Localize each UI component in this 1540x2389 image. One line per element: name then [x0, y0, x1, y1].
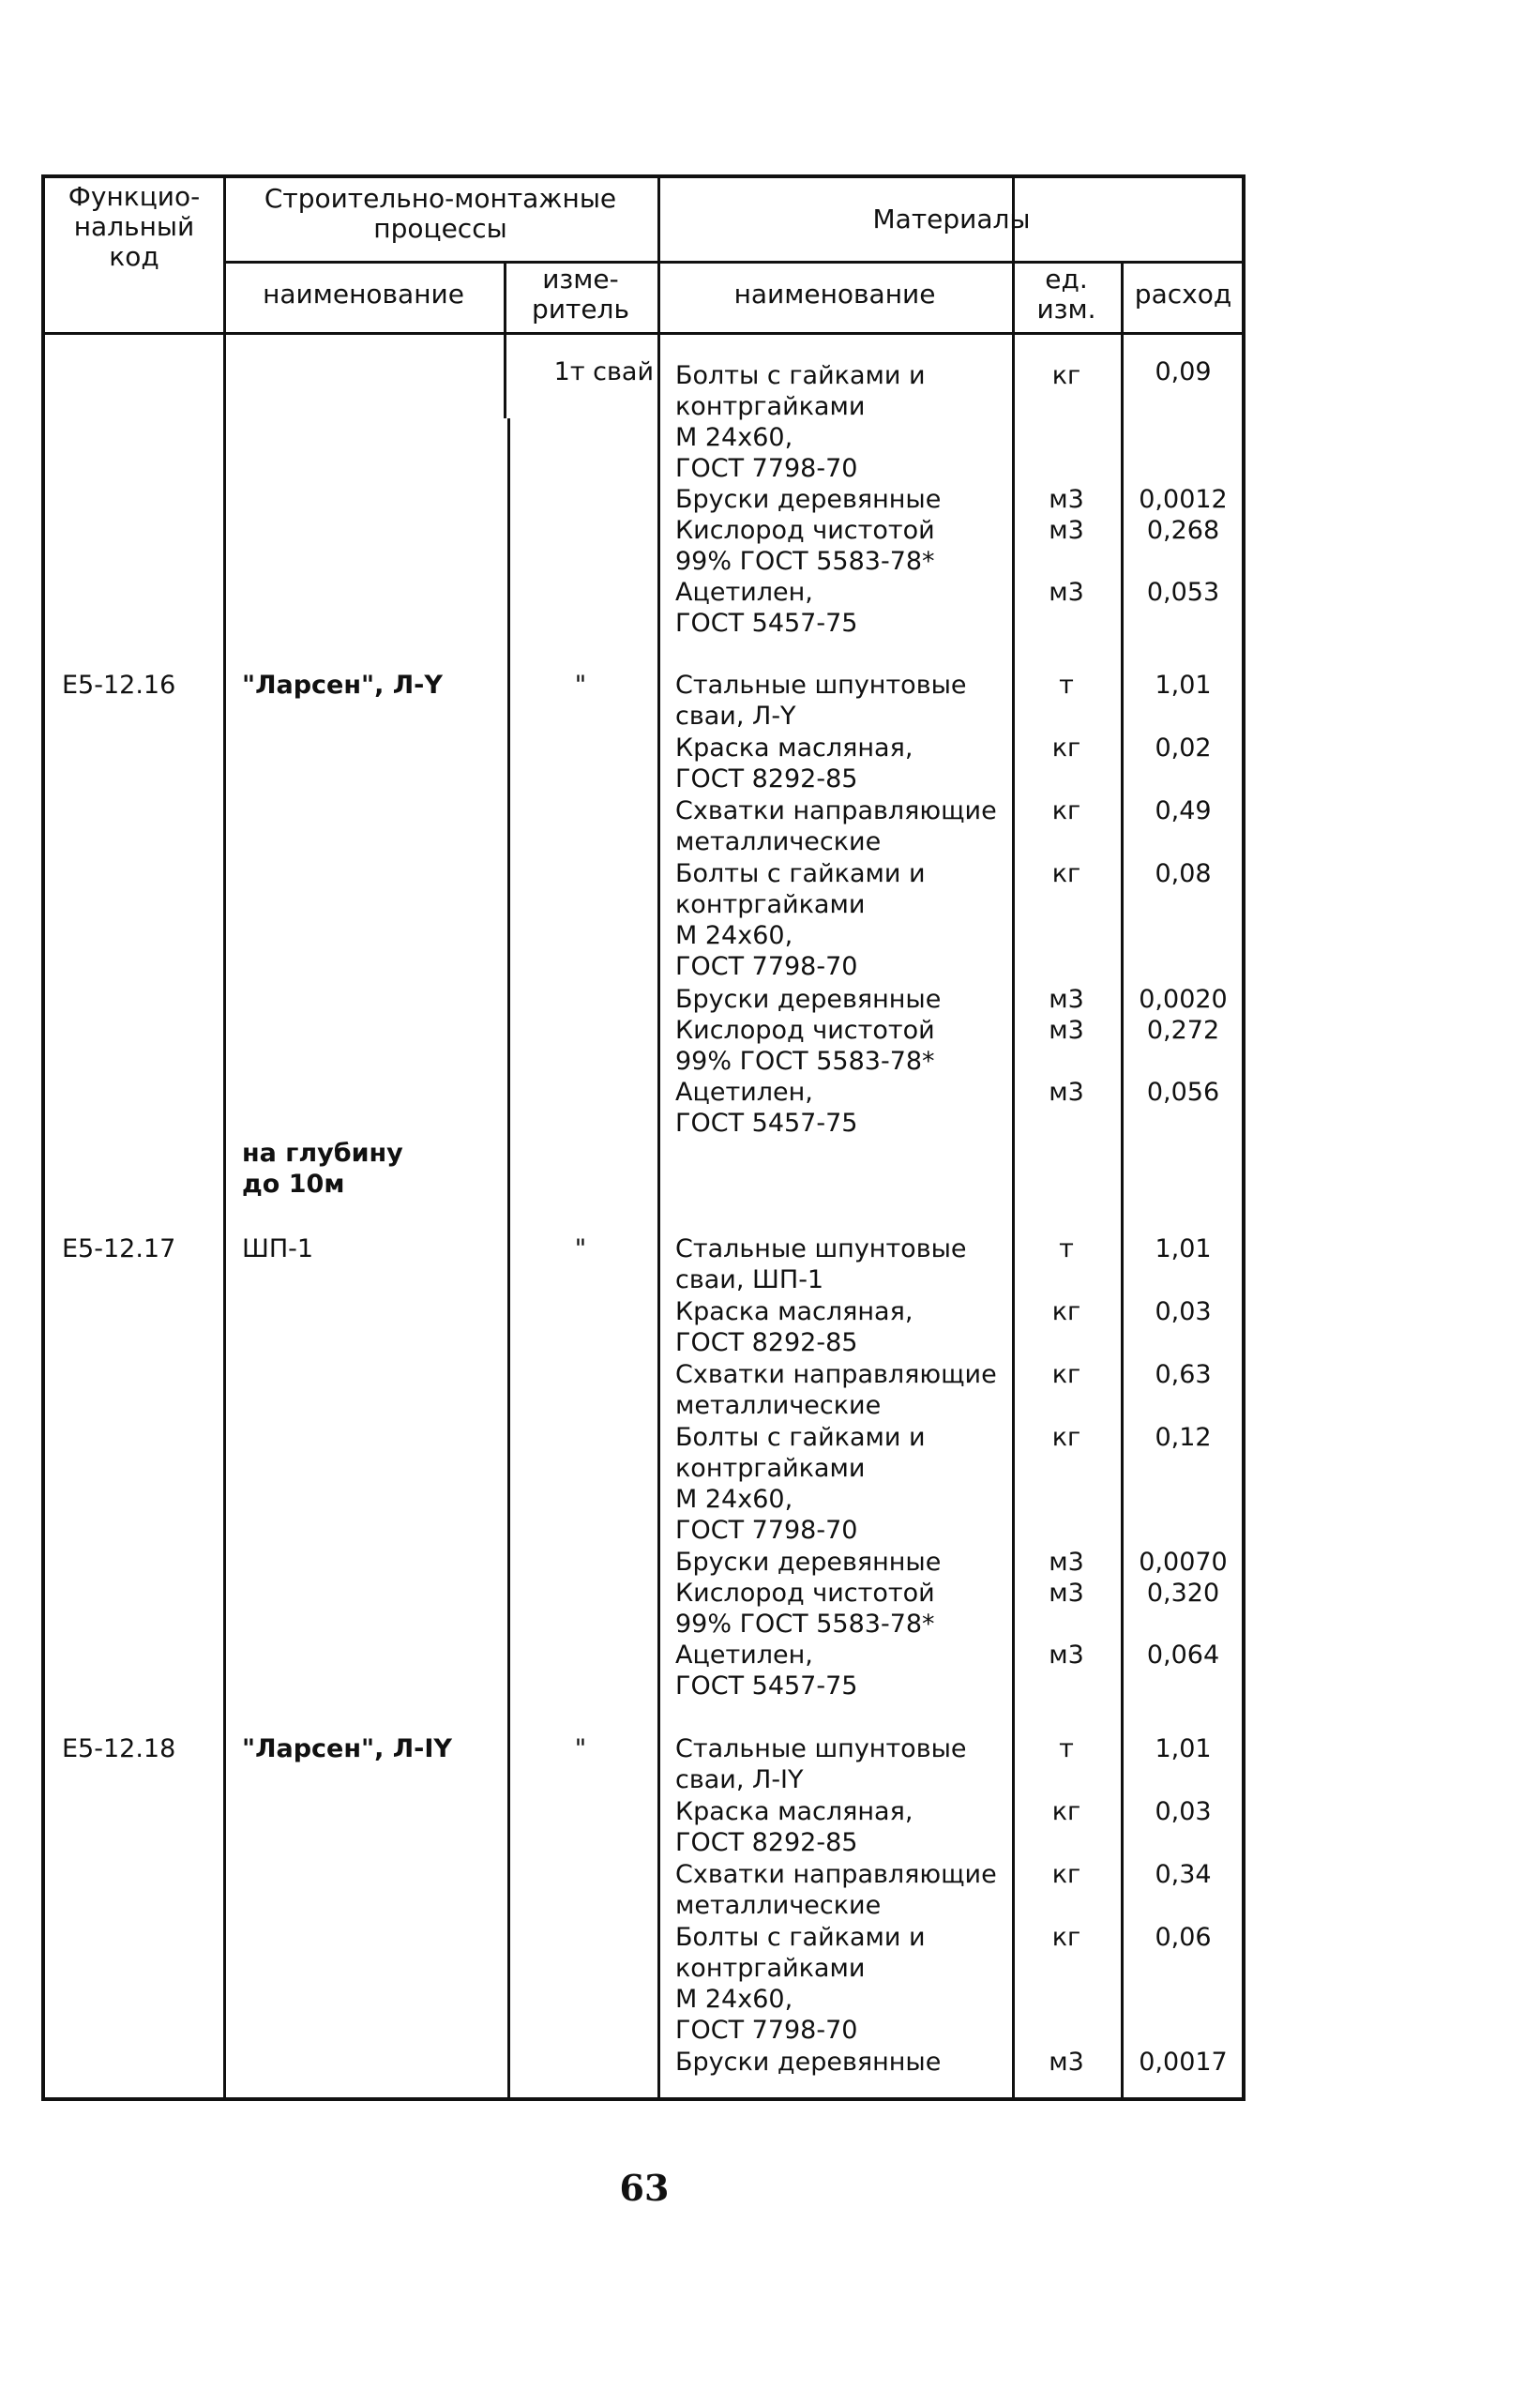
row-rate: 0,06 — [1155, 1923, 1212, 1952]
row-process: "Ларсен", Л-Y — [242, 671, 443, 700]
row-material: Бруски деревянные — [675, 485, 942, 514]
header-processes: Строительно-монтажные процессы — [264, 183, 617, 244]
row-material: Кислород чистотой 99% ГОСТ 5583-78* — [675, 1579, 935, 1639]
header-code: Функцио- нальный код — [68, 181, 201, 272]
row-material: Краска масляная, ГОСТ 8292-85 — [675, 1297, 913, 1357]
row-material: Стальные шпунтовые сваи, ШП-1 — [675, 1234, 967, 1294]
row-rate: 0,03 — [1155, 1797, 1212, 1826]
row-unit: кг — [1051, 1360, 1081, 1389]
row-rate: 0,02 — [1155, 733, 1212, 763]
row-rate: 1,01 — [1155, 671, 1212, 700]
row-unit: кг — [1051, 1923, 1081, 1952]
row-rate: 0,272 — [1146, 1016, 1220, 1045]
row-unit: кг — [1051, 796, 1081, 825]
row-rate: 0,49 — [1155, 796, 1212, 825]
row-rate: 0,09 — [1155, 357, 1212, 386]
row-rate: 0,056 — [1146, 1078, 1220, 1107]
row-rate: 0,34 — [1155, 1860, 1212, 1889]
materials-table — [41, 174, 1246, 2101]
row-unit: кг — [1051, 1797, 1081, 1826]
row-material: Бруски деревянные — [675, 985, 942, 1014]
row-measure: " — [574, 1234, 587, 1263]
row-measure: " — [574, 1734, 587, 1763]
row-unit: т — [1059, 671, 1074, 700]
row-unit: м3 — [1049, 578, 1084, 607]
row-unit: т — [1059, 1234, 1074, 1263]
row-material: Ацетилен, ГОСТ 5457-75 — [675, 1078, 858, 1138]
row-material: Краска масляная, ГОСТ 8292-85 — [675, 1797, 913, 1857]
page-number: 63 — [619, 2167, 670, 2209]
row-rate: 0,03 — [1155, 1297, 1212, 1326]
header-proc-name: наименование — [263, 279, 464, 310]
row-code: Е5-12.18 — [62, 1734, 176, 1763]
row-unit: м3 — [1049, 1548, 1084, 1577]
row-material: Ацетилен, ГОСТ 5457-75 — [675, 578, 858, 638]
row-unit: кг — [1051, 859, 1081, 888]
row-rate: 0,320 — [1146, 1579, 1220, 1608]
row-unit: м3 — [1049, 1016, 1084, 1045]
header-mat-name: наименование — [733, 279, 936, 310]
row-unit: кг — [1051, 361, 1081, 390]
header-mat-unit: ед. изм. — [1036, 264, 1096, 325]
row-rate: 0,268 — [1146, 516, 1220, 545]
row-rate: 1,01 — [1155, 1734, 1212, 1763]
row-rate: 0,0017 — [1139, 2048, 1228, 2077]
header-proc-measure: изме- ритель — [532, 264, 629, 325]
row-process: "Ларсен", Л-IY — [242, 1734, 452, 1763]
row-measure: " — [574, 671, 587, 700]
row-material: Стальные шпунтовые сваи, Л-Y — [675, 671, 967, 731]
row-unit: м3 — [1049, 516, 1084, 545]
row-material: Болты с гайками и контргайками М 24х60, ГОСТ 7798-70 — [675, 859, 926, 981]
col-rule-code — [223, 178, 226, 2097]
row-rate: 0,0020 — [1139, 985, 1228, 1014]
row-unit: кг — [1051, 1297, 1081, 1326]
row-material: Кислород чистотой 99% ГОСТ 5583-78* — [675, 1016, 935, 1076]
row-material: Болты с гайками и контргайками М 24х60, ГОСТ 7798-70 — [675, 1423, 926, 1545]
row-unit: м3 — [1049, 985, 1084, 1014]
row-material: Схватки направляющие металлические — [675, 1360, 997, 1420]
row-material: Схватки направляющие металлические — [675, 796, 997, 856]
header-materials: Материалы — [872, 204, 1031, 234]
row-rate: 0,08 — [1155, 859, 1212, 888]
row-material: Ацетилен, ГОСТ 5457-75 — [675, 1641, 858, 1701]
header-mid-rule — [223, 261, 1242, 264]
row-unit: кг — [1051, 733, 1081, 763]
row-code: Е5-12.16 — [62, 671, 176, 700]
row-code: Е5-12.17 — [62, 1234, 176, 1263]
row-rate: 0,63 — [1155, 1360, 1212, 1389]
header-mat-rate: расход — [1134, 279, 1232, 310]
row-rate: 0,12 — [1155, 1423, 1212, 1452]
row-unit: м3 — [1049, 1579, 1084, 1608]
row-measure: 1т свай — [553, 357, 654, 386]
row-material: Болты с гайками и контргайками М 24х60, ГОСТ 7798-70 — [675, 361, 926, 483]
row-material: Краска масляная, ГОСТ 8292-85 — [675, 733, 913, 794]
row-rate: 0,0012 — [1139, 485, 1228, 514]
row-unit: кг — [1051, 1423, 1081, 1452]
section-heading: на глубину до 10м — [242, 1139, 403, 1199]
row-material: Кислород чистотой 99% ГОСТ 5583-78* — [675, 516, 935, 576]
row-material: Стальные шпунтовые сваи, Л-IY — [675, 1734, 967, 1794]
row-unit: м3 — [1049, 1078, 1084, 1107]
row-unit: м3 — [1049, 2048, 1084, 2077]
header-bottom-rule — [45, 332, 1242, 335]
row-material: Схватки направляющие металлические — [675, 1860, 997, 1920]
row-rate: 1,01 — [1155, 1234, 1212, 1263]
row-material: Бруски деревянные — [675, 1548, 942, 1577]
row-material: Болты с гайками и контргайками М 24х60, ГОСТ 7798-70 — [675, 1923, 926, 2045]
row-material: Бруски деревянные — [675, 2048, 942, 2077]
row-rate: 0,0070 — [1139, 1548, 1228, 1577]
row-rate: 0,064 — [1146, 1641, 1220, 1670]
row-unit: м3 — [1049, 485, 1084, 514]
col-rule-processes — [657, 178, 660, 2097]
row-process: ШП-1 — [242, 1234, 314, 1263]
row-unit: м3 — [1049, 1641, 1084, 1670]
row-unit: т — [1059, 1734, 1074, 1763]
row-unit: кг — [1051, 1860, 1081, 1889]
row-rate: 0,053 — [1146, 578, 1220, 607]
